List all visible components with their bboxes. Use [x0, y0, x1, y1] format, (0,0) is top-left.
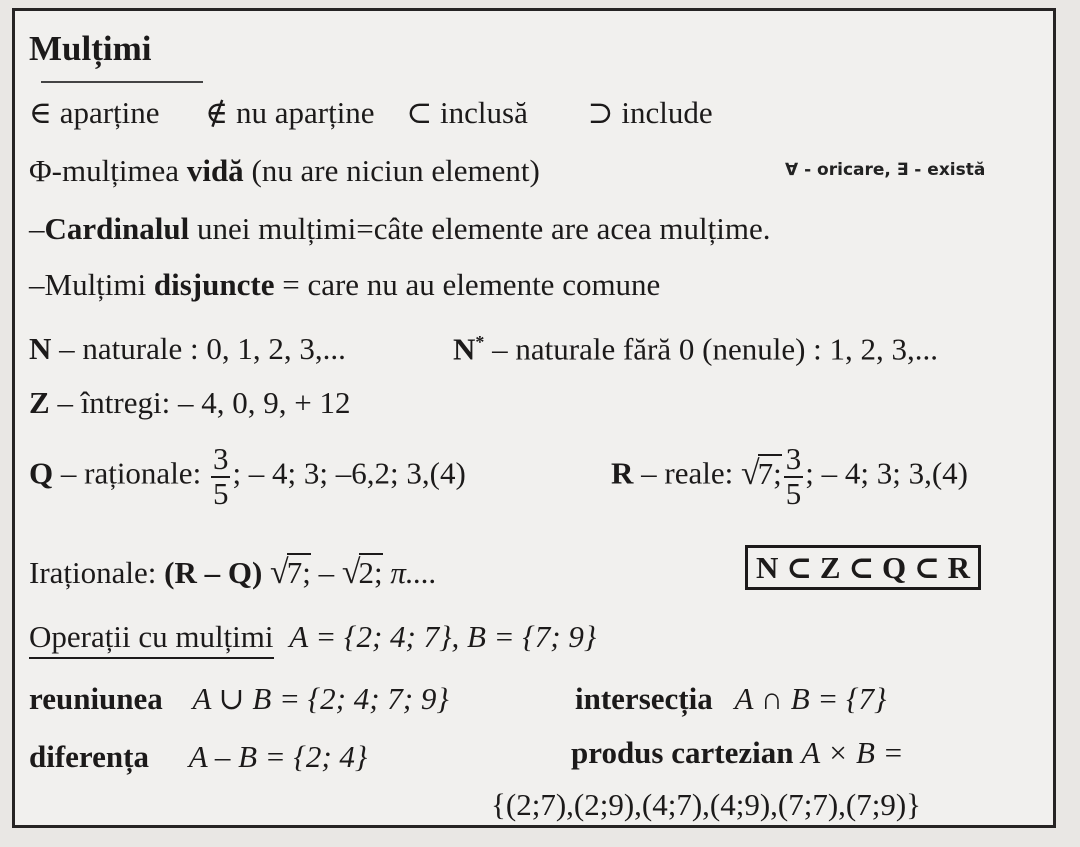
irrationals-bold: (R – Q) — [164, 555, 263, 590]
naturals-nonzero-row — [453, 331, 939, 367]
naturals-star-text: – naturale fără 0 (nenule) : 1, 2, 3,... — [492, 331, 939, 367]
reals-row — [611, 443, 968, 510]
intersection-label: intersecția — [575, 681, 713, 716]
belongs-text: aparține — [59, 95, 160, 130]
sqrt-arg: 2; — [358, 555, 383, 590]
naturals-row — [29, 333, 346, 364]
product-row — [571, 737, 904, 768]
not-belongs-icon: ∉ — [205, 95, 229, 130]
star-superscript: * — [475, 332, 485, 352]
product-label: produs cartezian — [571, 735, 794, 770]
page-title: Mulțimi — [29, 29, 152, 68]
naturals-symbol: N — [29, 331, 52, 366]
subset-text: inclusă — [440, 95, 528, 130]
sqrt-icon: √7; — [270, 554, 311, 591]
naturals-text: – naturale : 0, 1, 2, 3,... — [59, 331, 346, 366]
set-chain-box: N ⊂ Z ⊂ Q ⊂ R — [745, 545, 981, 590]
fraction-numerator: 3 — [212, 441, 229, 476]
sqrt-arg: 7; — [286, 555, 311, 590]
rationals-label: – raționale: — [60, 455, 202, 491]
operations-row — [29, 621, 596, 652]
cardinal-row — [29, 213, 770, 244]
operations-defs: A = {2; 4; 7}, B = {7; 9} — [289, 619, 597, 654]
quantifiers-note: ∀ - oricare, ∃ - există — [785, 160, 986, 180]
fraction-numerator: 3 — [785, 441, 802, 476]
reals-examples: ; – 4; 3; 3,(4) — [805, 455, 969, 491]
cardinal-dash: – — [29, 211, 45, 246]
rationals-row — [29, 443, 466, 510]
reals-fraction — [784, 443, 804, 510]
rationals-examples: ; – 4; 3; –6,2; 3,(4) — [232, 455, 466, 491]
intersection-row — [575, 683, 886, 714]
fraction-denominator: 5 — [785, 475, 802, 511]
empty-set-symbol: Φ-mulțimea — [29, 153, 180, 188]
difference-expr: A – B = {2; 4} — [188, 739, 368, 774]
integers-row — [29, 387, 350, 418]
superset-text: include — [621, 95, 713, 130]
sets-card — [12, 8, 1056, 828]
union-expr: A ∪ B = {2; 4; 7; 9} — [192, 681, 449, 716]
pi-symbol: π.... — [390, 555, 437, 590]
sqrt-icon: √7; — [740, 454, 782, 492]
disjoint-row — [29, 269, 660, 300]
fraction-denominator: 5 — [212, 475, 229, 511]
belongs-icon: ∈ — [29, 95, 52, 130]
union-row — [29, 683, 449, 714]
irrationals-label: Iraționale: — [29, 555, 157, 590]
cardinal-desc: unei mulțimi=câte elemente are acea mulțime. — [196, 211, 771, 246]
subset-icon: ⊂ — [406, 95, 433, 130]
intersection-expr: A ∩ B = {7} — [734, 681, 887, 716]
disjoint-bold: disjuncte — [153, 267, 275, 302]
product-expr: A × B = — [801, 735, 904, 770]
reals-symbol: R — [611, 455, 634, 491]
union-label: reuniunea — [29, 681, 163, 716]
naturals-star-symbol: N — [453, 331, 476, 367]
empty-set-row — [29, 155, 540, 186]
title-underline — [41, 81, 203, 83]
product-result: {(2;7),(2;9),(4;7),(4;9),(7;7),(7;9)} — [491, 787, 922, 822]
irrationals-row — [29, 553, 437, 590]
rationals-fraction — [211, 443, 231, 510]
rationals-symbol: Q — [29, 455, 54, 491]
integers-text: – întregi: – 4, 0, 9, + 12 — [57, 385, 351, 420]
empty-set-bold: vidă — [186, 153, 244, 188]
integers-symbol: Z — [29, 385, 50, 420]
operations-heading: Operații cu mulțimi — [29, 619, 274, 659]
disjoint-desc: = care nu au elemente comune — [282, 267, 661, 302]
sqrt-arg: 7; — [757, 455, 782, 491]
symbols-row — [29, 97, 713, 128]
disjoint-prefix: –Mulțimi — [29, 267, 147, 302]
reals-label: – reale: — [641, 455, 734, 491]
minus-sign: – — [318, 555, 335, 590]
difference-row — [29, 741, 367, 772]
sqrt-icon: √2; — [341, 554, 383, 591]
difference-label: diferența — [29, 739, 149, 774]
empty-set-desc: (nu are niciun element) — [251, 153, 540, 188]
not-belongs-text: nu aparține — [235, 95, 375, 130]
superset-icon: ⊃ — [587, 95, 614, 130]
cardinal-bold: Cardinalul — [44, 211, 190, 246]
